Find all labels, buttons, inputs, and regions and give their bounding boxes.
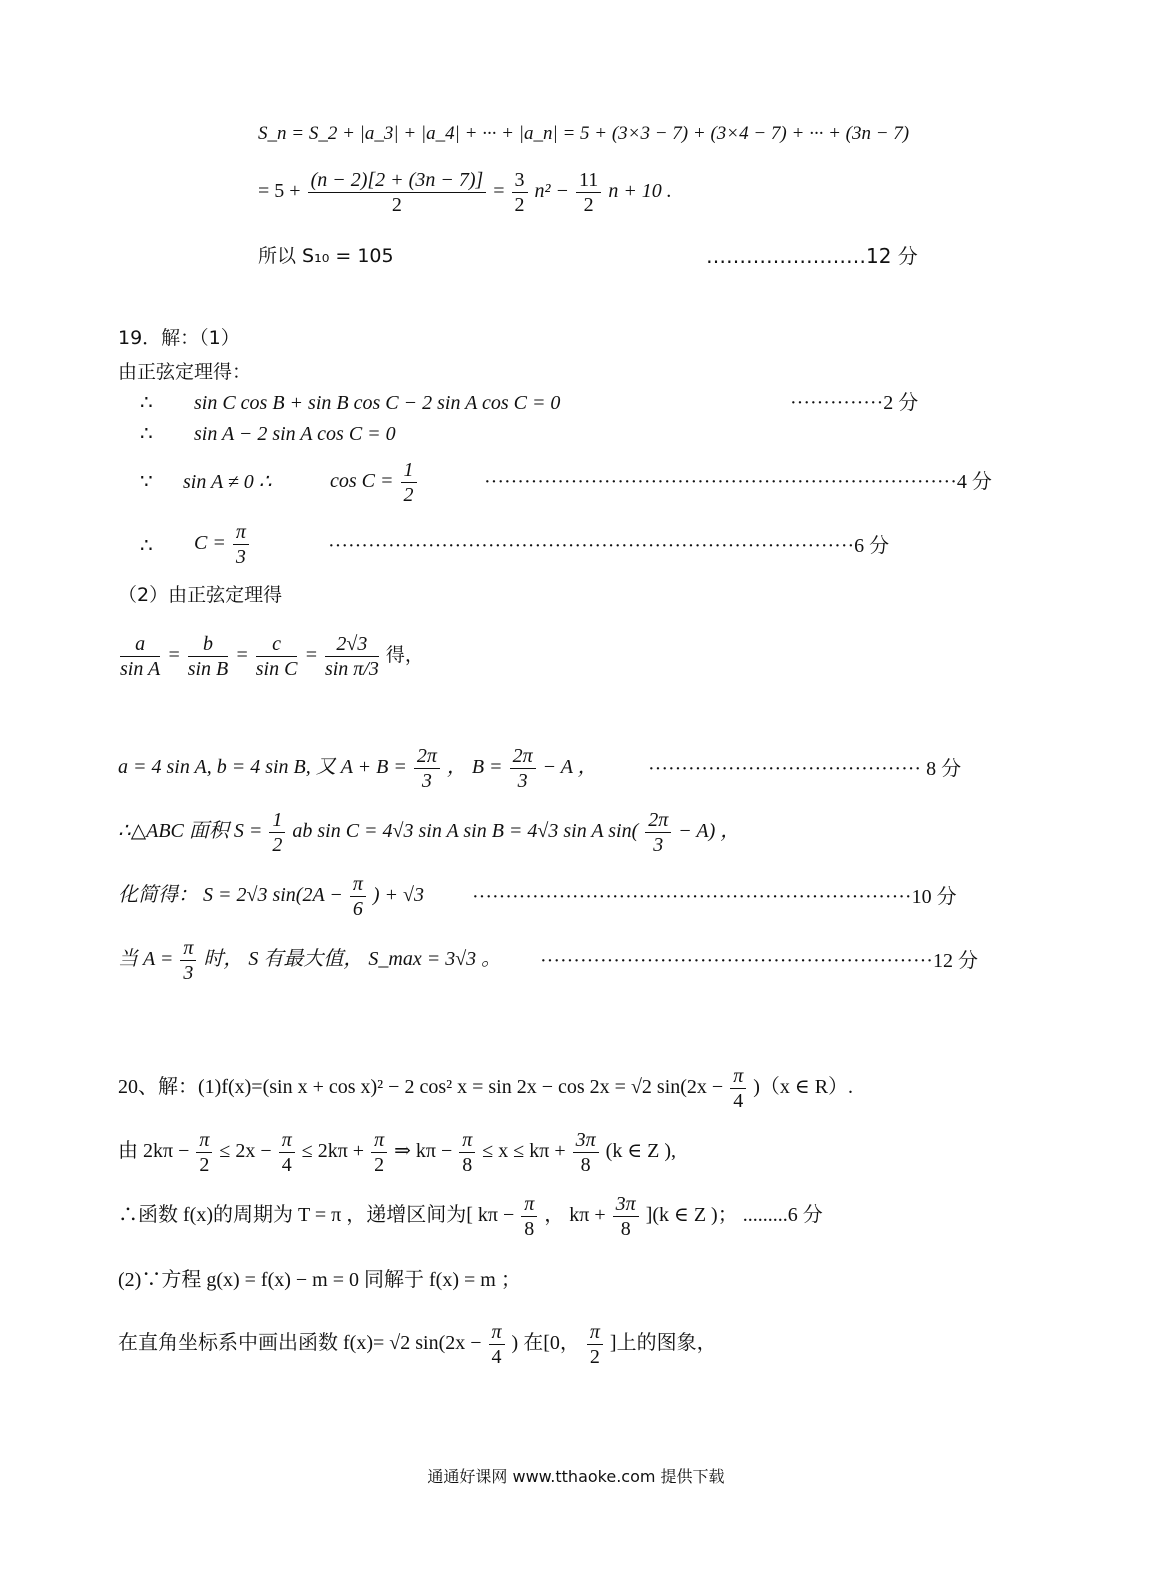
fraction: $\frac{3}{2}$ [512, 168, 528, 217]
fraction: $\frac{\pi}{3}$ [233, 520, 249, 569]
problem-20-line-1: 20、解：(1)f(x)=(sin x + cos x)² − 2 cos² x = sin 2x − cos 2x = √2 sin(2x − $\frac{\pi}{4}$ )（x ∈ R）. [118, 1065, 854, 1112]
equation: cos C = $\frac{1}{2}$ [330, 458, 419, 507]
fraction: $\frac{\pi}{2}$ [587, 1320, 603, 1369]
fraction: $\frac{1}{2}$ [401, 458, 417, 507]
period-and-interval: ∴函数 f(x)的周期为 T = π ，递增区间为[ kπ − $\frac{\pi}{8}$ ， kπ + $\frac{3\pi}{8}$ ](k ∈ Z )； .........6 分 [118, 1193, 823, 1240]
result-s10: 所以 S₁₀ = 105 [258, 245, 394, 267]
problem-19-heading: 19．解：（1） [118, 327, 240, 349]
fraction: $\frac{(n - 2)[2 + (3n - 7)]}{2}$ [308, 168, 487, 217]
part-2-heading: （2）由正弦定理得 [118, 584, 283, 606]
fraction: $\frac{b}{\text{sin B}}$ [187, 633, 229, 680]
therefore-symbol: ∴ [140, 535, 153, 557]
area-equation: ∴△ABC 面积 S = $\frac{1}{2}$ ab sin C = 4√3 sin A sin B = 4√3 sin A sin( $\frac{2\pi}{3}$ − A) ， [118, 809, 741, 856]
fraction: $\frac{\pi}{6}$ [350, 872, 366, 921]
fraction: $\frac{3\pi}{8}$ [613, 1192, 639, 1241]
fraction: $\frac{\pi}{2}$ [196, 1128, 212, 1177]
fraction: $\frac{2\pi}{3}$ [510, 744, 536, 793]
fraction: $\frac{11}{2}$ [576, 168, 601, 217]
fraction: $\frac{2\pi}{3}$ [645, 808, 671, 857]
fraction: $\frac{\pi}{4}$ [279, 1128, 295, 1177]
problem-19-line: 由正弦定理得： [118, 361, 252, 383]
sine-rule-equation: $\frac{a}{\text{sin A}}$ = $\frac{b}{\text{sin B}}$ = $\frac{c}{\text{sin C}}$ = $\frac{2√3}{\text{sin π/3}}$ 得， [120, 633, 424, 680]
equation: sin A ≠ 0 ∴ [183, 471, 272, 493]
because-symbol: ∵ [140, 471, 153, 493]
fraction: $\frac{3\pi}{8}$ [573, 1128, 599, 1177]
simplified-equation: 化简得： S = 2√3 sin(2A − $\frac{\pi}{6}$ ) + √3 [118, 873, 424, 920]
fraction: $\frac{2\pi}{3}$ [414, 744, 440, 793]
max-value-line: 当 A = $\frac{\pi}{3}$ 时， S 有最大值， S_max = 3√3 。 [118, 937, 502, 984]
score-8: ········································· 8 分 [648, 758, 962, 780]
equation: a = 4 sin A, b = 4 sin B, 又 A + B = $\frac{2\pi}{3}$ ， B = $\frac{2\pi}{3}$ − A ， [118, 745, 598, 792]
equation: C = $\frac{\pi}{3}$ [194, 520, 251, 569]
score-6: ···············································································6 分 [328, 535, 890, 557]
graph-instruction: 在直角坐标系中画出函数 f(x)= √2 sin(2x − $\frac{\pi}{4}$ ) 在[0， $\frac{\pi}{2}$ ]上的图象， [118, 1321, 717, 1368]
fraction: $\frac{\pi}{4}$ [489, 1320, 505, 1369]
fraction: $\frac{2√3}{\text{sin π/3}}$ [324, 633, 379, 680]
fraction: $\frac{1}{2}$ [269, 808, 285, 857]
score-12: ……………………12 分 [706, 244, 918, 268]
score-2: ··············2 分 [790, 392, 919, 414]
score-4: ·······································································4 分 [484, 471, 992, 493]
equation: sin C cos B + sin B cos C − 2 sin A cos C = 0 [194, 392, 561, 414]
fraction: $\frac{\pi}{8}$ [521, 1192, 537, 1241]
fraction: $\frac{a}{\text{sin A}}$ [120, 633, 161, 680]
therefore-symbol: ∴ [140, 423, 153, 445]
fraction: $\frac{\pi}{4}$ [730, 1064, 746, 1113]
page-footer: 通通好课网 www.tthaoke.com 提供下载 [427, 1467, 725, 1486]
sum-line-1: S_n = S_2 + |a_3| + |a_4| + ··· + |a_n| = 5 + (3×3 − 7) + (3×4 − 7) + ··· + (3n − 7) [258, 123, 910, 144]
score-12: ···························································12 分 [540, 950, 978, 972]
fraction: $\frac{\pi}{2}$ [371, 1128, 387, 1177]
sum-line-2: = 5 + $\frac{(n - 2)[2 + (3n - 7)]}{2}$ = $\frac{3}{2}$ n² − $\frac{11}{2}$ n + 10 . [258, 169, 672, 216]
fraction: $\frac{\pi}{8}$ [459, 1128, 475, 1177]
therefore-symbol: ∴ [140, 392, 153, 414]
fraction: $\frac{\pi}{3}$ [180, 936, 196, 985]
equation-part-2: (2)∵方程 g(x) = f(x) − m = 0 同解于 f(x) = m ； [118, 1269, 521, 1291]
equation: sin A − 2 sin A cos C = 0 [194, 423, 396, 445]
score-10: ··································································10 分 [472, 886, 957, 908]
fraction: $\frac{c}{\text{sin C}}$ [255, 633, 298, 680]
interval-derivation: 由 2kπ − $\frac{\pi}{2}$ ≤ 2x − $\frac{\pi}{4}$ ≤ 2kπ + $\frac{\pi}{2}$ ⇒ kπ − $\frac{\pi}{8}$ ≤ x ≤ kπ + $\frac{3\pi}{8}$ (k ∈ Z ), [118, 1129, 676, 1176]
